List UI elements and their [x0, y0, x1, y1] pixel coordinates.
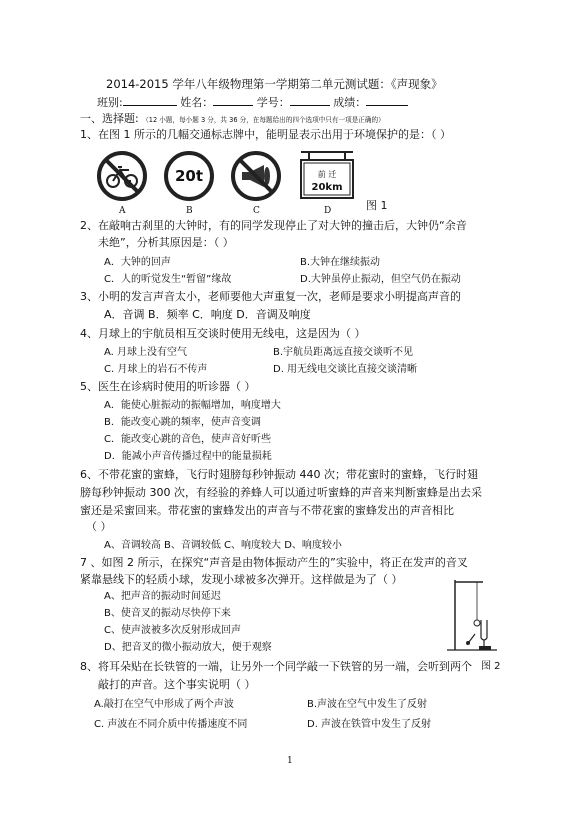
question-6-line-1: 6、不带花蜜的蜜蜂，飞行时翅膀每秒钟振动 440 次；带花蜜时的蜜蜂，飞行时翅 [80, 468, 478, 481]
sign-b-weight-limit [163, 150, 215, 202]
question-7-line-2: 紧靠悬线下的轻质小球，发现小球被多次弹开。这样做是为了（ ） [80, 573, 403, 586]
question-2-line-1: 2、在敲响古刹里的大钟时，有的同学发现停止了对大钟的撞击后，大钟仍“余音 [80, 219, 467, 232]
sign-d-line1: 前 迁 [317, 170, 337, 179]
question-2-option-a: A．大钟的回声 [104, 257, 171, 268]
student-info-row [97, 94, 408, 110]
question-6-line-4: （ ） [86, 520, 112, 533]
question-6-line-2: 膀每秒钟振动 300 次，有经验的养蜂人可以通过听蜜蜂的声音来判断蜜蜂是出去采 [80, 486, 482, 499]
no-bicycle-icon [96, 150, 148, 202]
question-4: 4、月球上的宇航员相互交谈时使用无线电，这是因为（ ） [80, 327, 366, 340]
score-blank[interactable] [366, 94, 408, 106]
question-2-option-b: B.大钟在继续振动 [300, 257, 381, 268]
sign-d-distance [295, 150, 359, 202]
question-7-option-b: B、使音叉的振动尽快停下来 [104, 608, 231, 619]
name-blank[interactable] [213, 94, 253, 106]
exam-title: 2014-2015 学年八年级物理第一学期第二单元测试题：《声现象》 [106, 77, 443, 91]
question-1: 1、在图 1 所示的几幅交通标志牌中，能明显表示出用于环境保护的是：（ ） [80, 128, 451, 141]
question-7-line-1: 7 、如图 2 所示，在探究“声音是由物体振动产生的”实验中，将正在发声的音叉 [80, 556, 468, 569]
question-8-option-d: D. 声波在铁管中发生了反射 [307, 719, 432, 730]
question-2-option-c: C．人的听觉发生“暂留”缘故 [104, 274, 232, 285]
question-6-line-3: 蜜还是采蜜回来。带花蜜的蜜蜂发出的声音与不带花蜜的蜜蜂发出的声音相比 [80, 504, 454, 517]
name-label: 姓名： [180, 96, 214, 109]
question-4-option-b: B.宇航员距离远直接交谈听不见 [273, 347, 414, 358]
question-4-option-d: D. 用无线电交谈比直接交谈清晰 [273, 364, 418, 375]
sign-label-d: D [324, 206, 332, 216]
question-8-line-2: 敲打的声音。这个事实说明（ ） [98, 678, 256, 691]
page-number: 1 [287, 756, 293, 766]
section-note: （12 小题，每小题 3 分，共 36 分，在每题给出的四个选项中只有一项是正确的） [142, 116, 385, 124]
question-6-options: A、音调较高 B、音调较低 C、响度较大 D、响度较小 [104, 540, 342, 551]
sign-a-no-bicycle [96, 150, 148, 202]
question-5-option-a: A．能使心脏振动的振幅增加，响度增大 [104, 400, 281, 411]
question-2-line-2: 未绝”，分析其原因是：（ ） [98, 236, 234, 249]
question-3: 3、小明的发言声音太小，老师要他大声重复一次，老师是要求小明提高声音的 [80, 290, 461, 303]
class-blank[interactable] [123, 94, 177, 106]
question-2-option-d: D.大钟虽停止振动，但空气仍在振动 [300, 274, 461, 285]
sign-b-text: 20t [174, 167, 204, 185]
section-heading: 一、选择题: [80, 112, 139, 125]
sign-d-line2: 20km [311, 182, 343, 193]
weight-limit-icon [163, 150, 215, 202]
no-horn-icon [230, 150, 282, 202]
question-7-option-c: C、使声波被多次反射形成回声 [104, 625, 241, 636]
question-5: 5、医生在诊病时使用的听诊器（ ） [80, 380, 256, 393]
distance-sign-icon [295, 150, 359, 202]
figure-1-caption: 图 1 [366, 199, 388, 212]
question-7-option-a: A、把声音的振动时间延迟 [104, 591, 221, 602]
class-label: 班别: [97, 96, 123, 109]
tuning-fork-figure [445, 574, 503, 654]
question-8-option-c: C. 声波在不同介质中传播速度不同 [94, 719, 248, 730]
score-label: 成绩： [333, 96, 367, 109]
figure-2-caption: 图 2 [481, 661, 501, 672]
sign-c-no-horn [230, 150, 282, 202]
question-5-option-d: D．能减小声音传播过程中的能量损耗 [104, 451, 272, 462]
sign-label-a: A [119, 206, 126, 216]
question-5-option-c: C．能改变心跳的音色，使声音好听些 [104, 434, 271, 445]
question-7-option-d: D、把音叉的微小振动放大，便于观察 [104, 642, 272, 653]
number-label: 学号： [256, 96, 290, 109]
question-4-option-a: A. 月球上没有空气 [104, 347, 188, 358]
question-5-option-b: B．能改变心跳的频率，使声音变调 [104, 417, 261, 428]
number-blank[interactable] [290, 94, 330, 106]
question-3-options: A．音调 B．频率 C．响度 D．音调及响度 [104, 308, 311, 321]
sign-label-b: B [186, 206, 193, 216]
question-8-option-b: B.声波在空气中发生了反射 [307, 699, 428, 710]
question-4-option-c: C. 月球上的岩石不传声 [104, 364, 208, 375]
question-8-option-a: A.敲打在空气中形成了两个声波 [94, 699, 234, 710]
question-8-line-1: 8、将耳朵贴在长铁管的一端，让另外一个同学敲一下铁管的另一端，会听到两个 [80, 660, 472, 673]
section-heading-row [80, 112, 385, 127]
sign-label-c: C [253, 206, 260, 216]
